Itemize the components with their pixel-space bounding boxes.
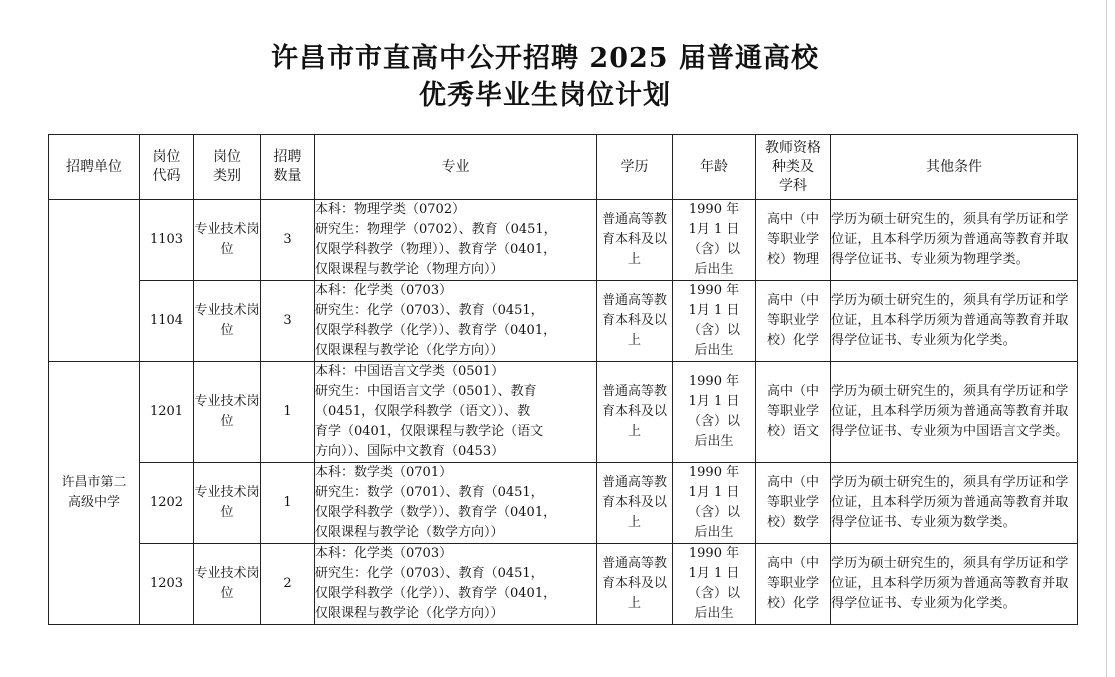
age-line: 1990 年 bbox=[688, 202, 740, 217]
header-category bbox=[194, 135, 261, 200]
header-teacher-qualification bbox=[756, 135, 831, 200]
major-line: 本科：物理学类（0702） bbox=[315, 202, 466, 217]
major-line: 仅限学科教学（物理））、教育学（0401， bbox=[315, 242, 557, 257]
education-cell: 普通高等教育本科及以上 bbox=[597, 281, 673, 362]
category-cell: 专业技术岗位 bbox=[194, 200, 261, 281]
page-edge-line bbox=[1106, 0, 1107, 677]
header-education: 学历 bbox=[597, 135, 673, 200]
major-cell bbox=[315, 544, 597, 625]
age-line: 1990 年 bbox=[688, 465, 740, 480]
other-cell: 学历为硕士研究生的，须具有学历证和学位证，且本科学历须为普通高等教育并取得学位证书、专业须为中国语言文学类。 bbox=[831, 362, 1078, 463]
code-cell: 1202 bbox=[140, 463, 194, 544]
unit-cell-lower: 许昌市第二高级中学 bbox=[49, 362, 140, 625]
major-cell bbox=[315, 200, 597, 281]
unit-cell-upper bbox=[49, 200, 140, 362]
table-row bbox=[49, 463, 1078, 544]
age-line: 1月 1 日 bbox=[688, 394, 740, 409]
age-line: 1月 1 日 bbox=[688, 303, 740, 318]
category-cell: 专业技术岗位 bbox=[194, 281, 261, 362]
count-cell: 1 bbox=[261, 463, 315, 544]
header-age: 年龄 bbox=[673, 135, 756, 200]
count-cell: 3 bbox=[261, 281, 315, 362]
major-cell bbox=[315, 281, 597, 362]
table-row bbox=[49, 281, 1078, 362]
age-line: （含）以 bbox=[687, 586, 740, 601]
major-line: 仅限学科教学（数学））、教育学（0401， bbox=[315, 505, 557, 520]
major-line: 本科：化学类（0703） bbox=[315, 283, 453, 298]
age-cell bbox=[673, 200, 756, 281]
major-line: 本科：中国语言文学类（0501） bbox=[315, 364, 505, 379]
major-line: 仅限课程与教学论（化学方向）） bbox=[315, 343, 504, 358]
major-line: 仅限课程与教学论（物理方向）） bbox=[315, 262, 504, 277]
teacher-cell: 高中（中等职业学校）化学 bbox=[756, 281, 831, 362]
header-teacher-line: 教师资格 bbox=[765, 139, 821, 156]
age-line: （含）以 bbox=[687, 414, 740, 429]
code-cell: 1201 bbox=[140, 362, 194, 463]
teacher-cell: 高中（中等职业学校）数学 bbox=[756, 463, 831, 544]
age-line: （含）以 bbox=[687, 323, 740, 338]
age-line: 1990 年 bbox=[688, 283, 740, 298]
major-line: 仅限课程与教学论（数学方向）） bbox=[315, 525, 504, 540]
age-line: 1990 年 bbox=[688, 546, 740, 561]
education-cell: 普通高等教育本科及以上 bbox=[597, 200, 673, 281]
header-code-line: 代码 bbox=[152, 168, 181, 184]
major-line: 本科：数学类（0701） bbox=[315, 465, 453, 480]
major-cell bbox=[315, 463, 597, 544]
education-cell: 普通高等教育本科及以上 bbox=[597, 544, 673, 625]
age-line: 后出生 bbox=[694, 606, 734, 621]
header-count-line: 数量 bbox=[273, 168, 302, 184]
age-line: （含）以 bbox=[687, 505, 740, 520]
table-row bbox=[49, 200, 1078, 281]
header-count bbox=[261, 135, 315, 200]
age-line: 1990 年 bbox=[688, 374, 740, 389]
header-major: 专业 bbox=[315, 135, 597, 200]
age-line: 后出生 bbox=[694, 434, 734, 449]
major-line: 研究生：化学（0703）、教育（0451， bbox=[315, 303, 544, 318]
age-line: （含）以 bbox=[687, 242, 740, 257]
header-other-conditions: 其他条件 bbox=[831, 135, 1078, 200]
major-line: 仅限课程与教学论（化学方向）） bbox=[315, 606, 504, 621]
age-line: 后出生 bbox=[694, 525, 734, 540]
recruitment-plan-table bbox=[48, 134, 1078, 625]
header-teacher-line: 学科 bbox=[779, 177, 807, 194]
major-line: 研究生：化学（0703）、教育（0451， bbox=[315, 566, 544, 581]
category-cell: 专业技术岗位 bbox=[194, 362, 261, 463]
header-teacher-line: 种类及 bbox=[772, 158, 814, 175]
age-line: 1月 1 日 bbox=[688, 485, 740, 500]
major-line: 研究生：物理学（0702）、教育（0451， bbox=[315, 222, 557, 237]
age-line: 1月 1 日 bbox=[688, 566, 740, 581]
major-line: 育学（0401，仅限课程与教学论（语文 bbox=[315, 424, 544, 439]
education-cell: 普通高等教育本科及以上 bbox=[597, 463, 673, 544]
major-line: 研究生：数学（0701）、教育（0451， bbox=[315, 485, 544, 500]
header-code bbox=[140, 135, 194, 200]
table-row bbox=[49, 362, 1078, 463]
education-cell: 普通高等教育本科及以上 bbox=[597, 362, 673, 463]
teacher-cell: 高中（中等职业学校）语文 bbox=[756, 362, 831, 463]
other-cell: 学历为硕士研究生的，须具有学历证和学位证，且本科学历须为普通高等教育并取得学位证书、专业须为物理学类。 bbox=[831, 200, 1078, 281]
header-category-line: 类别 bbox=[213, 168, 241, 184]
other-cell: 学历为硕士研究生的，须具有学历证和学位证，且本科学历须为普通高等教育并取得学位证书、专业须为化学类。 bbox=[831, 544, 1078, 625]
code-cell: 1203 bbox=[140, 544, 194, 625]
count-cell: 3 bbox=[261, 200, 315, 281]
count-cell: 1 bbox=[261, 362, 315, 463]
other-cell: 学历为硕士研究生的，须具有学历证和学位证，且本科学历须为普通高等教育并取得学位证书、专业须为数学类。 bbox=[831, 463, 1078, 544]
count-cell: 2 bbox=[261, 544, 315, 625]
major-cell bbox=[315, 362, 597, 463]
category-cell: 专业技术岗位 bbox=[194, 544, 261, 625]
teacher-cell: 高中（中等职业学校）化学 bbox=[756, 544, 831, 625]
header-unit: 招聘单位 bbox=[49, 135, 140, 200]
table-header-row bbox=[49, 135, 1078, 200]
major-line: 仅限学科教学（化学））、教育学（0401， bbox=[315, 586, 557, 601]
major-line: 方向））、国际中文教育（0453） bbox=[315, 444, 505, 459]
code-cell: 1103 bbox=[140, 200, 194, 281]
code-cell: 1104 bbox=[140, 281, 194, 362]
age-line: 后出生 bbox=[694, 343, 734, 358]
table-row bbox=[49, 544, 1078, 625]
major-line: 仅限学科教学（化学））、教育学（0401， bbox=[315, 323, 557, 338]
document-title-line1: 许昌市市直高中公开招聘 2025 届普通高校 bbox=[271, 43, 819, 74]
age-cell bbox=[673, 281, 756, 362]
header-code-line: 岗位 bbox=[152, 149, 181, 165]
major-line: 研究生：中国语言文学（0501）、教育 bbox=[315, 384, 537, 399]
document-title-line2: 优秀毕业生岗位计划 bbox=[419, 80, 671, 111]
category-cell: 专业技术岗位 bbox=[194, 463, 261, 544]
age-line: 1月 1 日 bbox=[688, 222, 740, 237]
age-line: 后出生 bbox=[694, 262, 734, 277]
major-line: （0451，仅限学科教学（语文））、教 bbox=[315, 404, 531, 419]
age-cell bbox=[673, 362, 756, 463]
header-category-line: 岗位 bbox=[213, 149, 241, 165]
header-count-line: 招聘 bbox=[273, 149, 302, 165]
age-cell bbox=[673, 544, 756, 625]
major-line: 本科：化学类（0703） bbox=[315, 546, 453, 561]
other-cell: 学历为硕士研究生的，须具有学历证和学位证，且本科学历须为普通高等教育并取得学位证书、专业须为化学类。 bbox=[831, 281, 1078, 362]
teacher-cell: 高中（中等职业学校）物理 bbox=[756, 200, 831, 281]
age-cell bbox=[673, 463, 756, 544]
